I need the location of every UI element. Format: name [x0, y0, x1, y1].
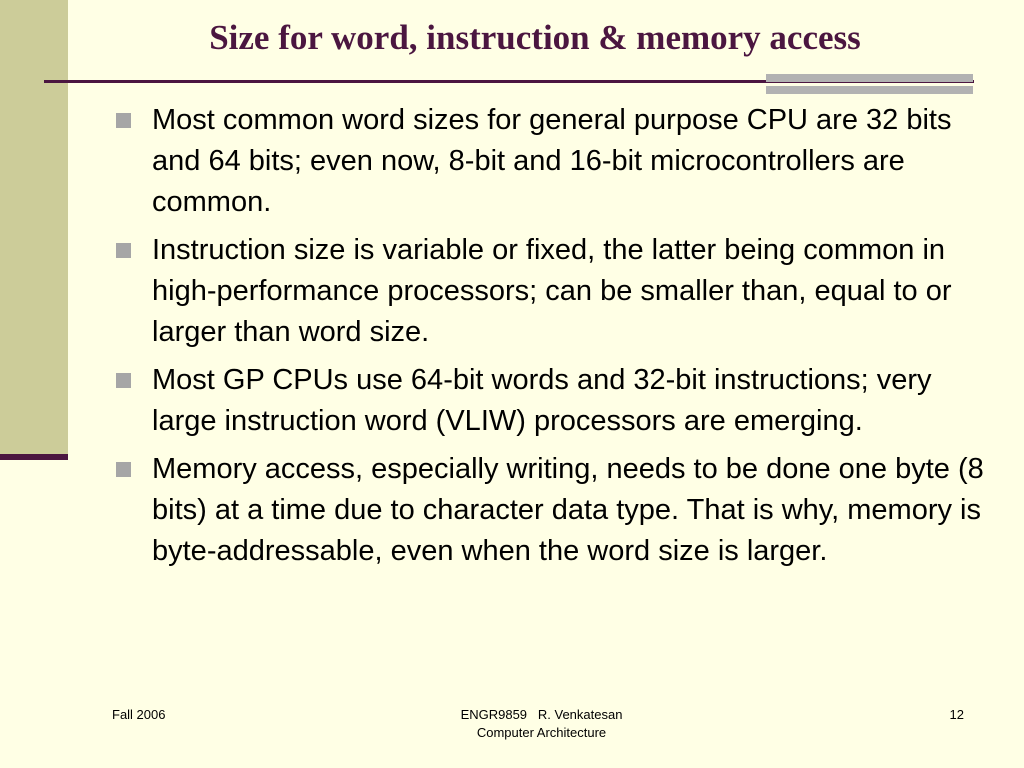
footer-course-line: ENGR9859 R. Venkatesan	[460, 707, 623, 722]
square-bullet-icon	[116, 373, 131, 388]
footer-date: Fall 2006	[112, 707, 166, 722]
square-bullet-icon	[116, 462, 131, 477]
left-decorative-band	[0, 0, 68, 457]
bullet-item	[114, 449, 984, 572]
bullet-text: Memory access, especially writing, needs to be done one byte (8 bits) at a time due to character data type. That is why, memory is byte-addressable, even when the word size is larger.	[152, 453, 984, 567]
left-band-rule	[0, 454, 68, 460]
square-bullet-icon	[116, 243, 131, 258]
bullet-list	[114, 100, 984, 579]
bullet-item	[114, 230, 984, 353]
accent-bar-top	[766, 74, 973, 82]
bullet-text: Instruction size is variable or fixed, the latter being common in high-performance processors; can be smaller than, equal to or larger than word size.	[152, 234, 952, 348]
accent-bar-bottom	[766, 86, 973, 94]
square-bullet-icon	[116, 113, 131, 128]
bullet-text: Most common word sizes for general purpose CPU are 32 bits and 64 bits; even now, 8-bit and 16-bit microcontrollers are common.	[152, 104, 952, 218]
footer-course-subtitle: Computer Architecture	[476, 725, 607, 740]
slide-title: Size for word, instruction & memory access	[209, 18, 861, 57]
footer-course-info	[400, 706, 683, 742]
bullet-item	[114, 360, 984, 442]
bullet-text: Most GP CPUs use 64-bit words and 32-bit instructions; very large instruction word (VLIW) processors are emerging.	[152, 364, 932, 437]
slide-number: 12	[949, 707, 964, 722]
bullet-item	[114, 100, 984, 223]
